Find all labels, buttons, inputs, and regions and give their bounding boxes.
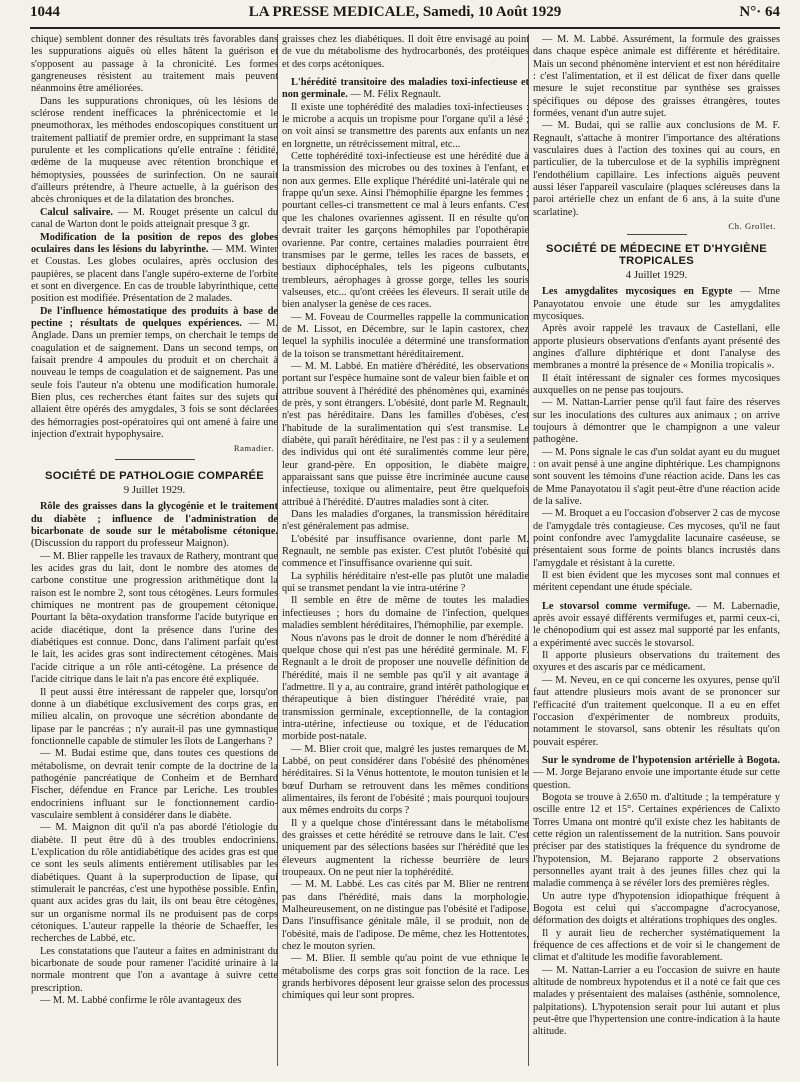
paragraph: — M. Neveu, en ce qui concerne les oxyures, pense qu'il faut attendre plusieurs mois avant de se prononcer sur l'efficacité d'un traitement quelconque. Il a eu en effet l'occasion d'expérimenter de nombreux produits, notamment le stovarsol, sans obtenir les résultats qu'on pouvait espérer. — [533, 674, 780, 748]
paragraph: Un autre type d'hypotension idiopathique fréquent à Bogota est celui qui s'accompagne d'acrocyanose, déformation des doigts et altérations trophiques des ongles. — [533, 890, 780, 927]
paragraph: Dans les suppurations chroniques, où les lésions de sclérose rendent inefficaces la phrénicectomie et le pneumothorax, les méthodes endoscopiques constituent un traitement palliatif de premier ordre, en supprimant la stase purulente et les complications qu'elle entraîne : fétidité, œdème de la muqueuse avec rétention bronchique et hémoptysies, poussées de surinfection. On ne saurait d'ailleurs prétendre, à l'heure actuelle, à la guérison des abcès chroniques et de la dilatation des bronches. — [31, 95, 278, 206]
paragraph: Après avoir rappelé les travaux de Castellani, elle apporte plusieurs observations d'enfants ayant présenté des angines d'allure diphtérique et dont l'analyse des membranes a montré la présence de « Monilia tropicalis ». — [533, 323, 780, 372]
article-text: — MM. Winter et Coustas. Les globes oculaires, après occlusion des paupières, se placent dans l'angle supéro-externe de l'orbite et sont en divergence. En cas de trouble labyrinthique, cette position est modifiée. Présentation de 2 malades. — [31, 243, 278, 305]
paragraph: Il y aurait lieu de rechercher systématiquement la fréquence de ces affections et de voir si le changement de climat et d'altitude les modifie favorablement. — [533, 927, 780, 964]
paragraph: — M. M. Labbé confirme le rôle avantageux des — [40, 995, 242, 1007]
paragraph: La syphilis héréditaire n'est-elle pas plutôt une maladie qui se transmet pendant la vie intra-utérine ? — [282, 570, 529, 595]
paragraph: — M. M. Labbé. En matière d'hérédité, les observations portant sur l'espèce humaine sont de valeur bien faible et on attribue souvent à l'hérédité des phénomènes qui, examinés de près, y sont étrangers. L'obésité, dont parle M. Regnault, n'est pas héréditaire. Dans les familles d'obèses, c'est l'habitude de la suralimentation qui s'est transmise. Le diabète, qui paraît héréditaire, ne l'est pas : il y a seulement des individus qui ont été suralimentés comme leur père, leur grand-père. En opposition, le diabète maigre, apparaissant sans que puisse être incriminée aucune cause infectieuse, toxique ou alimentaire, peut être quelquefois attribué à l'hérédité. D'autres maladies sont à citer. — [282, 360, 529, 508]
paragraph: Nous n'avons pas le droit de donner le nom d'hérédité à quelque chose qui n'est pas une hérédité germinale. M. F. Regnault a le droit de proposer une nouvelle définition de l'hérédité, mais il ne semble pas qu'il y ait avantage à l'admettre. Il y a, au contraire, grand intérêt pathologique et thérapeutique à bien distinguer l'hérédité vraie, par transmission germinale, exceptionnelle, de la contagion intra-utérine, infectieuse ou toxique, et de l'éducation morbide post-natale. — [282, 632, 529, 743]
paragraph: Il était intéressant de signaler ces formes mycosiques auxquelles on ne pense pas toujours. — [533, 372, 780, 396]
paragraph: Il y a quelque chose d'intéressant dans le métabolisme des graisses et cette hérédité se retrouve dans le lait. C'est uniquement par des sélections basées sur l'hérédité que les éleveurs augmentent la richesse beurrière de leurs troupeaux. On ne peut nier la tophérédité. — [282, 817, 529, 879]
column-3 — [533, 34, 780, 1074]
paragraph: Cette tophérédité toxi-infectieuse est une hérédité due à la transmission des microbes ou des toxines à l'enfant, et non aux germes. Elle explique l'hérédité uni-latérale qui ne frappe qu'un sexe. Ainsi l'hémophilie épargne les femmes ; pourtant celles-ci transmettent ce mal à leurs enfants. C'est que les chalones ovariennes agissent. Il en résulte qu'on devrait traiter les garçons hémophiles par l'opothérapie ovarienne. Par contre, certaines maladies pourraient être transmises par le germe, telles les races de bassets, et bestiaux diphocéphales, tels les pigeons culbutants, trembleurs, aérophages à grosse gorge, telles les souris valseuses, etc... qu'ont créées les éleveurs. Il serait utile de bien analyser la genèse de ces races. — [282, 151, 529, 311]
signature: Ramadier. — [233, 443, 274, 454]
paragraph: Il peut aussi être intéressant de rappeler que, lorsqu'on donne à un diabétique exclusivement des corps gras, en milieu alcalin, on provoque une sécrétion abondante de lipase par le pancréas ; n'y aurait-il pas une gymnastique fonctionnelle capable de stimuler les îlots de Langerhans ? — [31, 686, 278, 747]
paragraph: — M. Nattan-Larrier pense qu'il faut faire des réserves sur les inoculations des cultures aux animaux ; on arrive toujours à démontrer que le champignon a une valeur pathogène. — [533, 397, 780, 446]
article-text: — Mme Panayotatou envoie une étude sur les amygdalites mycosiques. — [533, 286, 780, 322]
paragraph: — M. Nattan-Larrier a eu l'occasion de suivre en haute altitude de nombreux hypotendus et il a noté ce fait que ces malades y présentaient des malaises (asthénie, somnolence, palpitations). L'hypotension serait pour lui autant et plus peut-être que l'hypertension une contre-indication à la haute altitude. — [533, 964, 780, 1038]
paragraph: Bogota se trouve à 2.650 m. d'altitude ; la température y oscille entre 12 et 15°. Certaines expériences de Calixto Torres Umana ont montré qu'il existe chez les habitants de cette région un ralentissement de la nutrition. Sans pouvoir préciser par des statistiques la fréquence du syndrome de l'hypotension, M. Bejarano rapporte 2 observations personnelles ayant trait à des jeunes filles chez qui la maladie commença à se révéler lors des premières règles. — [533, 791, 780, 890]
paragraph: — M. Foveau de Courmelles rappelle la communication de M. Lissot, en Décembre, sur le lapin castorex, chez lequel la syphilis inoculée a déterminé une transformation de la toison se transmettant héréditairement. — [282, 311, 529, 360]
paragraph — [533, 286, 780, 323]
header-rule — [30, 27, 780, 29]
paragraph: chique) semblent donner des résultats très favorables dans les suppurations aiguës où elles hâtent la guérison et s'opposent au passage à la chronicité. Les formes gangreneuses résistent au traitement mais peuvent néanmoins être améliorées. — [31, 34, 278, 95]
paragraph: Les constatations que l'auteur a faites en administrant du bicarbonate de soude pour ramener l'acidité urinaire à la normale montrent que l'on a avantage à suivre cette prescription. — [31, 945, 278, 994]
paragraph — [533, 755, 780, 792]
paragraph: — M. Maignon dit qu'il n'a pas abordé l'étiologie du diabète. Il peut être dû à des troubles endocriniens. L'explication du rôle antidiabétique des acides gras est que ce sont les seuls aliments entièrement utilisables par les diabétiques. Quant à la superproduction de lipase, qui stimulerait le pancréas, c'est une hypothèse possible. Enfin, quant aux acides gras du lait, ils ont beau être cétogènes, sur un organisme normal ils ne produisent pas de corps cétoniques. L'auteur rappelle la théorie de Schaeffer, les recherches de Labbé, etc. — [31, 822, 278, 945]
paragraph: — M. Pons signale le cas d'un soldat ayant eu du muguet : on avait pensé à une angine diphtérique. Les champignons sont souvent les témoins d'une réaction acide. Dans les cas de Mme Panayotatou il s'agit peut-être d'une réaction acide de la salive. — [533, 446, 780, 507]
article-heading: Modification de la position de repos des globes oculaires dans les lésions du labyrinthe. — [31, 231, 278, 255]
signature: Ch. Grollet. — [728, 221, 776, 232]
paragraph: — M. Blier croit que, malgré les justes remarques de M. Labbé, on peut considérer dans l'obésité des phénomènes héréditaires. Si la Vénus hottentote, le mouton tunisien et le bœuf Durham se retrouvent dans les mêmes conditions alimentaires, ils feront de l'obésité ; mais pourquoi toujours aux mêmes endroits du corps ? — [282, 743, 529, 817]
article-text: — M. Anglade. Dans un premier temps, on cherchait le temps de coagulation et de saignement. Dans un second temps, on faisait prendre 4 ampoules du produit et on cherchait à nouveau le temps de coagulation et de saignement. Pas une seule fois l'auteur n'a obtenu une modification humorale. Bien plus, ces recherches étant faites sur des sujets qui allaient être opérés des amygdales, 3 fois se sont déclarées des hémorragies post-opératoires qui ont amené à faire une injection d'extrait hypophysaire. — [31, 317, 278, 440]
page-number: 1044 — [30, 4, 60, 20]
section-date: 9 Juillet 1929. — [123, 484, 186, 497]
paragraph — [31, 501, 278, 550]
column-2 — [282, 34, 529, 1074]
column-1 — [31, 34, 278, 1074]
article-heading: L'hérédité transitoire des maladies toxi-infectieuse et non germinale. — [282, 77, 529, 101]
paragraph — [31, 207, 278, 232]
paragraph: — M. Budai estime que, dans toutes ces questions de métabolisme, on devrait tenir compte de la doctrine de la pathogénie pancréatique de Conheim et de Bernhard Fischer, défendue en France par Leriche. Les troubles endocriniens influant sur le fonctionnement cardio-vasculaire semblent à considérer dans le diabète. — [31, 748, 278, 821]
paragraph: Dans les maladies d'organes, la transmission héréditaire n'est généralement pas admise. — [282, 509, 529, 533]
paragraph: — M. M. Labbé. Assurément, la formule des graisses dans chaque espèce animale est différente et héréditaire. Mais un second phénomène intervient et est non héréditaire : c'est l'alimentation, et il est délicat de fixer dans quelle mesure le sujet reconstitue par synthèse ses graisses spécifiques ou dépose des graisses étrangères, toutes formées, venant d'un autre sujet. — [533, 34, 780, 120]
paragraph — [282, 77, 529, 102]
paragraph: graisses chez les diabétiques. Il doit être envisagé au point de vue du métabolisme des hydrocarbonés, des protéiques et des corps acétoniques. — [282, 34, 529, 70]
paragraph: Il apporte plusieurs observations du traitement des oxyures et des ascaris par ce médicament. — [533, 650, 780, 674]
paragraph: Il semble en être de même de toutes les maladies infectieuses ; hors du domaine de l'infection, quelques maladies semblent héréditaires, l'hémophilie, par exemple. — [282, 595, 529, 632]
paragraph: Il est bien évident que les mycoses sont mal connues et méritent cependant une étude spéciale. — [533, 570, 780, 594]
paragraph: — M. Budai, qui se rallie aux conclusions de M. F. Regnault, s'attache à montrer l'importance des altérations vasculaires dues à l'action des toxines qui au cours, en particulier, de la tuberculose et de la syphilis imprègnent l'endothélium capillaire. Les infections aiguës peuvent aussi léser l'appareil vasculaire (plaques scléreuses dans la paroi artérielle chez un enfant de 6 ans, à la suite d'une scarlatine). — [533, 120, 780, 218]
paragraph: — M. Blier. Il semble qu'au point de vue ethnique le métabolisme des corps gras soit fonction de la race. Les grands herbivores déposent leur graisse selon des processus chimiques qui leur sont propres. — [282, 953, 529, 1002]
issue-number: N°· 64 — [739, 4, 780, 20]
article-heading: Rôle des graisses dans la glycogénie et le traitement du diabète ; influence de l'administration de bicarbonate de soude sur le métabolisme cétonique. — [31, 501, 278, 538]
paragraph: — M. M. Labbé. Les cas cités par M. Blier ne rentrent pas dans l'hérédité, mais dans la morphologie. Malheureusement, on ne distingue pas l'obésité et l'adipose. Dans l'insuffisance génitale mâle, il se produit, non de l'obésité, mais de l'adipose. De même, chez les Hottentotes, chez le mouton syrien. — [282, 879, 529, 953]
page-header — [30, 2, 780, 24]
section-title: SOCIÉTÉ DE PATHOLOGIE COMPARÉE — [44, 470, 265, 483]
paragraph — [533, 601, 780, 650]
paragraph: Il existe une tophérédité des maladies toxi-infectieuses : le microbe a acquis un tropisme pour l'organe qu'il a lésé ; on voit ainsi se transmettre des parents aux enfants un nez en lorgnette, un rétrécissement mitral, etc... — [282, 101, 529, 150]
paragraph: L'obésité par insuffisance ovarienne, dont parle M. Regnault, ne semble pas exister. C'est plutôt l'obésité qui commence et l'insuffisance ovarienne qui suit. — [282, 533, 529, 570]
article-text: — M. Jorge Bejarano envoie une importante étude sur cette question. — [533, 767, 780, 791]
article-author: — M. Félix Regnault. — [347, 89, 442, 101]
separator — [115, 459, 195, 460]
article-text: — M. Rouget présente un calcul du canal de Warton dont le poids atteignait presque 3 gr. — [31, 206, 278, 231]
separator — [627, 234, 687, 235]
article-heading: Les amygdalites mycosiques en Egypte — [542, 286, 733, 298]
article-text: (Discussion du rapport du professeur Maignon). — [31, 538, 229, 550]
paragraph: — M. Broquet a eu l'occasion d'observer 2 cas de mycose de l'amygdale très contagieuse. Ces mycoses, qu'il ne faut point confondre avec l'amygdalite lacunaire caséeuse, se présentaient sous forme de points blancs incrustés dans l'amygdale et résistant à la curette. — [533, 508, 780, 569]
article-heading: Le stovarsol comme vermifuge. — [542, 600, 691, 612]
paragraph — [31, 232, 278, 306]
article-heading: Calcul salivaire. — [40, 206, 113, 218]
article-text: — M. Labernadie, après avoir essayé différents vermifuges et, parmi ceux-ci, le chénopodium qui est assez mal supporté par les enfants, a expérimenté avec succès le stovarsol. — [533, 600, 780, 649]
journal-title: LA PRESSE MEDICALE, Samedi, 10 Août 1929 — [248, 4, 562, 20]
article-heading: De l'influence hémostatique des produits à base de pectine ; résultats de quelques expériences. — [31, 305, 278, 329]
paragraph — [31, 306, 278, 442]
article-heading: Sur le syndrome de l'hypotension artérielle à Bogota. — [542, 754, 780, 766]
section-title: SOCIÉTÉ DE MÉDECINE ET D'HYGIÈNE TROPICALES — [545, 243, 768, 268]
paragraph: — M. Blier rappelle les travaux de Rathery, montrant que les acides gras du lait, dont le nombre des atomes de carbone constitue une progression arithmétique dont la raison est le nombre 2, sont tous cétogènes. Leurs formules chimiques ne montrent pas de groupement cétonique. Pourtant la bêta-oxydation transforme l'acide butyrique en acide diacétique, dont la présence dans l'urine des diabétiques est connue. Donc, dans l'aliment parfait qu'est le lait, les acides gras sont indirectement cétogènes. Mais l'acide citrique a un rôle anti-cétogène. La présence de l'acide citrique dans le lait n'a pas encore été expliquée. — [31, 550, 278, 686]
section-date: 4 Juillet 1929. — [625, 269, 688, 282]
